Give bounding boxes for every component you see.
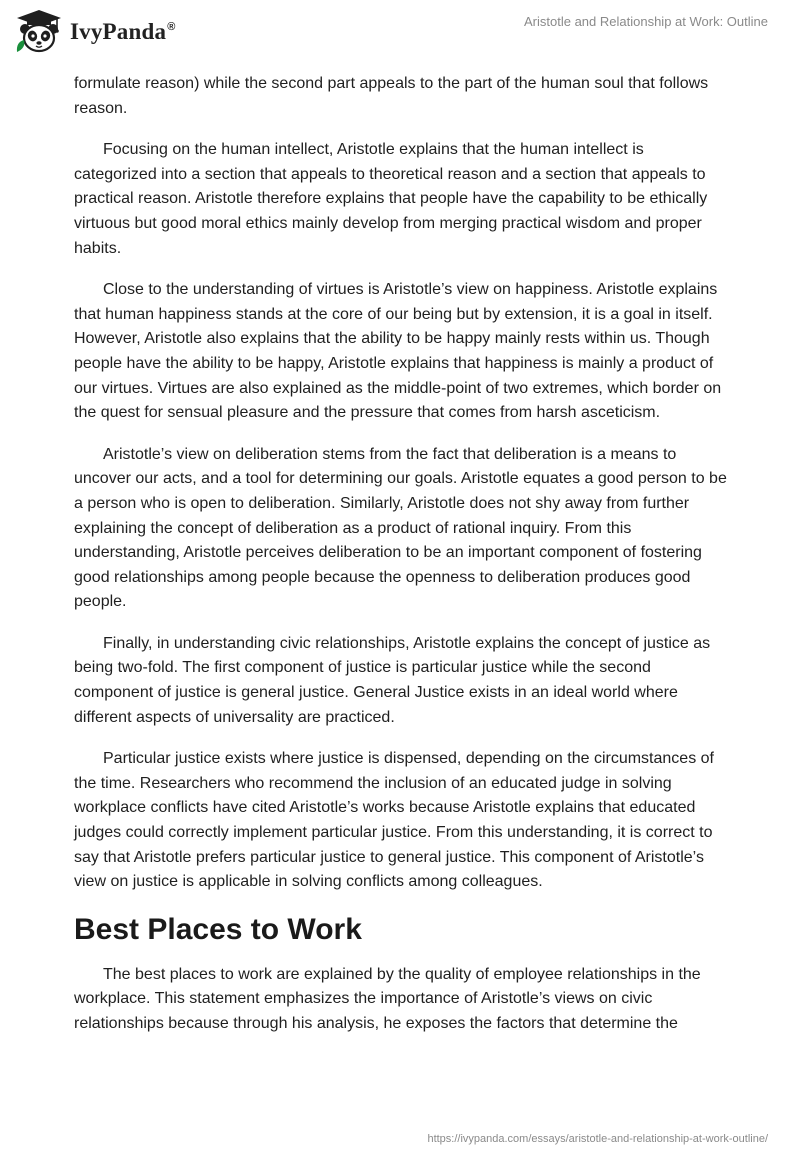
- paragraph-civic-justice: Finally, in understanding civic relationships, Aristotle explains the concept of justice as being two-fold. The first component of justice is particular justice while the second component of justice is general justice. General Justice exists in an ideal world where different aspects of universality are practiced.: [74, 634, 711, 726]
- page-header: [0, 0, 800, 70]
- paragraph-continued: formulate reason) while the second part appeals to the part of the human soul that follows reason.: [74, 75, 709, 117]
- logo-wordmark: IvyPanda®: [70, 19, 176, 44]
- paragraph-intellect: Focusing on the human intellect, Aristotle explains that the human intellect is categorized into a section that appeals to theoretical reason and a section that appeals to practical reason. Aristotle therefore explains that people have the capability to be ethically virtuous but good moral ethics mainly develop from merging practical wisdom and proper habits.: [74, 141, 708, 257]
- paragraph-deliberation: Aristotle’s view on deliberation stems from the fact that deliberation is a means to uncover our acts, and a tool for determining our goals. Aristotle equates a good person to be a person who is open to deliberation. Similarly, Aristotle does not shy away from further explaining the concept of deliberation as a product of rational inquiry. From this understanding, Aristotle perceives deliberation to be an important component of fostering good relationships among people because the openness to deliberation produces good people.: [74, 445, 727, 611]
- section-heading: Best Places to Work: [74, 912, 362, 946]
- registered-mark: ®: [167, 21, 176, 34]
- panda-graduate-icon: [14, 8, 64, 54]
- source-url[interactable]: https://ivypanda.com/essays/aristotle-and-relationship-at-work-outline/: [427, 1133, 768, 1145]
- paragraph-particular-justice: Particular justice exists where justice is dispensed, depending on the circumstances of the time. Researchers who recommend the inclusion of an educated judge in solving workplace conflicts have cited Aristotle’s works because Aristotle explains that educated judges could correctly implement particular justice. From this understanding, it is correct to say that Aristotle prefers particular justice to general justice. This component of Aristotle’s view on justice is applicable in solving conflicts among colleagues.: [74, 750, 714, 891]
- essay-body: [74, 72, 728, 1054]
- paragraph-happiness: Close to the understanding of virtues is Aristotle’s view on happiness. Aristotle explains that human happiness stands at the core of our being but by extension, it is a goal in itself. However, Aristotle also explains that the ability to be happy mainly rests within us. Though people have the ability to be happy, Aristotle explains that happiness is mainly a product of our virtues. Virtues are also explained as the middle-point of two extremes, which border on the quest for sensual pleasure and the pressure that comes from harsh asceticism.: [74, 281, 722, 422]
- paragraph-best-places: The best places to work are explained by the quality of employee relationships in the workplace. This statement emphasizes the importance of Aristotle’s views on civic relationships because through his analysis, he exposes the factors that determine the: [74, 965, 701, 1032]
- document-title: Aristotle and Relationship at Work: Outline: [524, 14, 768, 29]
- ivypanda-logo[interactable]: [14, 8, 176, 54]
